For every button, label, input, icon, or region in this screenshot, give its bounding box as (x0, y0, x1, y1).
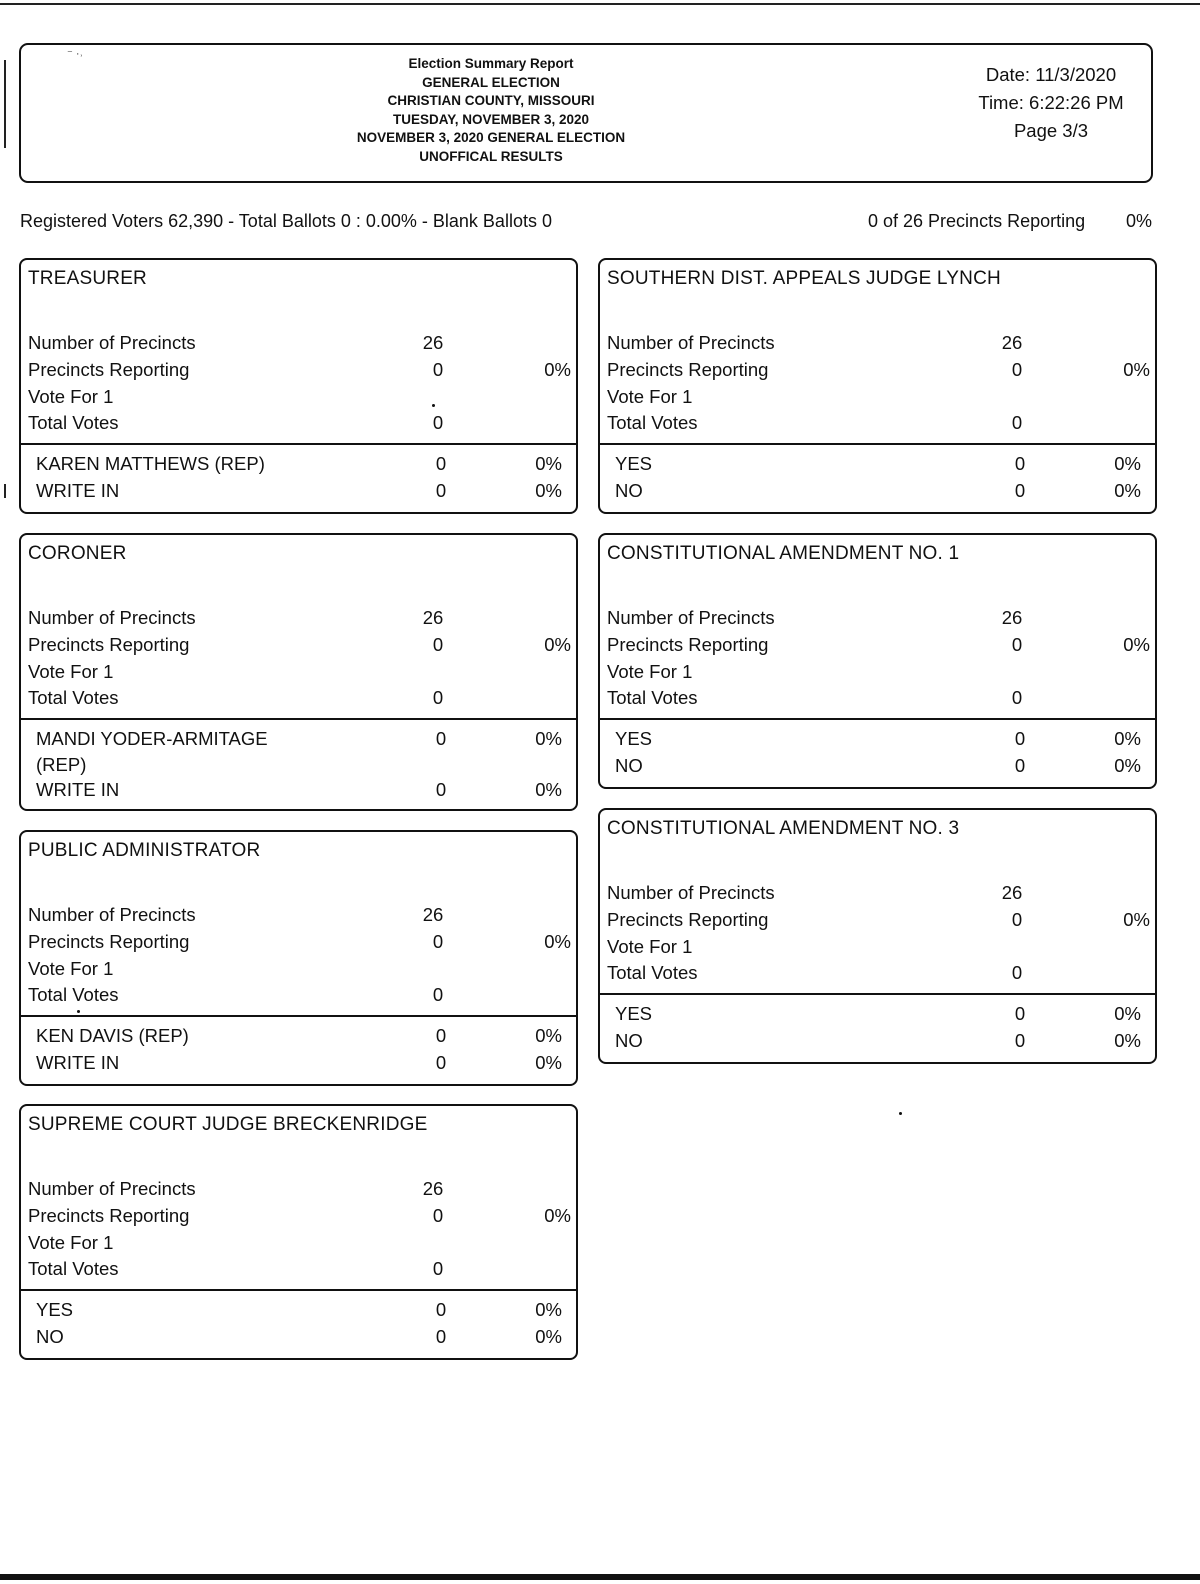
stat-label-total: Total Votes (607, 687, 698, 708)
results-divider (600, 718, 1155, 720)
results-divider (21, 1015, 576, 1017)
stat-label-precincts: Number of Precincts (28, 904, 196, 925)
candidate-name-line: KAREN MATTHEWS (REP) (36, 453, 265, 474)
candidate-votes: 0 (435, 480, 447, 501)
precincts-count: 26 (1001, 607, 1023, 628)
report-date: Date: 11/3/2020 (985, 64, 1117, 85)
candidate-name (36, 1297, 73, 1323)
candidate-pct: 0% (535, 453, 562, 474)
candidate-pct: 0% (535, 1326, 562, 1347)
precincts-reporting-count: 0 (432, 931, 444, 952)
race-box (19, 258, 578, 514)
scan-speck (899, 1112, 902, 1115)
total-votes-count: 0 (432, 412, 444, 433)
precincts-reporting-pct: 0% (1123, 359, 1150, 380)
stat-label-precincts: Number of Precincts (28, 1178, 196, 1199)
total-votes-count: 0 (432, 687, 444, 708)
stat-label-vote-for: Vote For 1 (607, 936, 693, 957)
race-title: TREASURER (28, 268, 147, 289)
candidate-votes: 0 (435, 1052, 447, 1073)
report-header (19, 43, 1153, 183)
total-votes-count: 0 (1011, 412, 1023, 433)
election-name: GENERAL ELECTION (422, 74, 560, 90)
race-box (19, 533, 578, 811)
precincts-reporting-pct: 0% (544, 634, 571, 655)
race-title: SOUTHERN DIST. APPEALS JUDGE LYNCH (607, 268, 1001, 289)
stat-label-reporting: Precincts Reporting (607, 634, 769, 655)
stat-label-reporting: Precincts Reporting (28, 359, 190, 380)
precincts-reporting-pct: 0% (544, 1205, 571, 1226)
election-date: TUESDAY, NOVEMBER 3, 2020 (392, 111, 590, 127)
race-box (598, 533, 1157, 789)
precincts-count: 26 (422, 607, 444, 628)
report-time: Time: 6:22:26 PM (978, 92, 1124, 113)
race-title: PUBLIC ADMINISTRATOR (28, 840, 261, 861)
results-divider (600, 993, 1155, 995)
race-box (19, 830, 578, 1086)
candidate-name (615, 1028, 643, 1054)
precincts-reporting-pct: 0% (1126, 211, 1153, 231)
candidate-name (615, 726, 652, 752)
candidate-name-line: KEN DAVIS (REP) (36, 1025, 189, 1046)
candidate-name (36, 478, 119, 504)
results-divider (21, 718, 576, 720)
precincts-reporting-pct: 0% (544, 931, 571, 952)
candidate-name (36, 1050, 119, 1076)
precincts-count: 26 (1001, 882, 1023, 903)
stat-label-reporting: Precincts Reporting (28, 931, 190, 952)
stat-label-vote-for: Vote For 1 (607, 661, 693, 682)
candidate-name (615, 478, 643, 504)
stat-label-precincts: Number of Precincts (607, 332, 775, 353)
stat-label-total: Total Votes (28, 412, 119, 433)
report-title-block (301, 55, 681, 166)
candidate-votes: 0 (1014, 728, 1026, 749)
candidate-name (36, 1324, 64, 1350)
precincts-count: 26 (422, 332, 444, 353)
race-title: CONSTITUTIONAL AMENDMENT NO. 3 (607, 818, 960, 839)
race-title: CONSTITUTIONAL AMENDMENT NO. 1 (607, 543, 960, 564)
stat-label-total: Total Votes (28, 687, 119, 708)
candidate-name-line: NO (615, 755, 643, 776)
candidate-pct: 0% (1114, 1030, 1141, 1051)
stat-label-total: Total Votes (607, 412, 698, 433)
total-votes-count: 0 (432, 1258, 444, 1279)
precincts-reporting-pct: 0% (1123, 909, 1150, 930)
precincts-reporting-pct: 0% (1123, 634, 1150, 655)
candidate-pct: 0% (1114, 728, 1141, 749)
precincts-count: 26 (422, 1178, 444, 1199)
candidate-name-line: NO (615, 480, 643, 501)
candidate-pct: 0% (535, 728, 562, 749)
candidate-pct: 0% (535, 1052, 562, 1073)
candidate-name-line: WRITE IN (36, 480, 120, 501)
precincts-reporting-pct: 0% (544, 359, 571, 380)
report-title: Election Summary Report (408, 56, 574, 71)
stat-label-vote-for: Vote For 1 (607, 386, 693, 407)
race-title: SUPREME COURT JUDGE BRECKENRIDGE (28, 1114, 428, 1135)
candidate-pct: 0% (1114, 480, 1141, 501)
total-votes-count: 0 (1011, 962, 1023, 983)
stat-label-reporting: Precincts Reporting (28, 1205, 190, 1226)
scan-speck (432, 404, 435, 407)
results-divider (21, 1289, 576, 1291)
total-votes-count: 0 (432, 984, 444, 1005)
precincts-reporting-summary (868, 211, 1153, 232)
stat-label-precincts: Number of Precincts (28, 607, 196, 628)
candidate-name-line: NO (615, 1030, 643, 1051)
candidate-pct: 0% (1114, 453, 1141, 474)
precincts-reporting-count: 0 (1011, 359, 1023, 380)
results-divider (21, 443, 576, 445)
precincts-count: 26 (422, 904, 444, 925)
candidate-pct: 0% (1114, 755, 1141, 776)
election-full-name: NOVEMBER 3, 2020 GENERAL ELECTION (356, 130, 626, 145)
stat-label-precincts: Number of Precincts (607, 882, 775, 903)
candidate-name (36, 777, 119, 803)
candidate-name (36, 726, 268, 778)
candidate-pct: 0% (535, 1299, 562, 1320)
county-name: CHRISTIAN COUNTY, MISSOURI (387, 93, 595, 108)
candidate-votes: 0 (435, 1326, 447, 1347)
candidate-votes: 0 (1014, 1030, 1026, 1051)
candidate-party: (REP) (36, 754, 87, 775)
candidate-name (36, 1023, 189, 1049)
stat-label-reporting: Precincts Reporting (607, 359, 769, 380)
results-divider (600, 443, 1155, 445)
candidate-name-line: WRITE IN (36, 779, 120, 800)
candidate-votes: 0 (435, 1299, 447, 1320)
precincts-reporting-count: 0 (1011, 634, 1023, 655)
race-box (19, 1104, 578, 1360)
candidate-pct: 0% (535, 1025, 562, 1046)
report-meta (951, 61, 1151, 145)
candidate-name-line: NO (36, 1326, 64, 1347)
scan-speck: ⁻ ·˒ (67, 48, 84, 60)
precincts-reporting-count: 0 (1011, 909, 1023, 930)
candidate-name-line: MANDI YODER-ARMITAGE (36, 728, 268, 749)
candidate-name-line: WRITE IN (36, 1052, 120, 1073)
stat-label-vote-for: Vote For 1 (28, 958, 114, 979)
race-title: CORONER (28, 543, 127, 564)
precincts-reporting-count: 0 (432, 634, 444, 655)
race-box (598, 258, 1157, 514)
candidate-name-line: YES (36, 1299, 74, 1320)
stat-label-vote-for: Vote For 1 (28, 386, 114, 407)
candidate-name (36, 451, 265, 477)
candidate-name (615, 753, 643, 779)
candidate-votes: 0 (435, 1025, 447, 1046)
precincts-count: 26 (1001, 332, 1023, 353)
candidate-votes: 0 (1014, 755, 1026, 776)
scan-edge-bottom (0, 1574, 1200, 1580)
stat-label-total: Total Votes (28, 984, 119, 1005)
scan-speck (77, 1010, 80, 1013)
race-box (598, 808, 1157, 1064)
candidate-votes: 0 (1014, 480, 1026, 501)
candidate-votes: 0 (1014, 453, 1026, 474)
candidate-votes: 0 (1014, 1003, 1026, 1024)
candidate-pct: 0% (1114, 1003, 1141, 1024)
candidate-name-line: YES (615, 1003, 653, 1024)
registration-summary: Registered Voters 62,390 - Total Ballots 0 : 0.00% - Blank Ballots 0 (20, 211, 552, 231)
candidate-name (615, 451, 652, 477)
results-status: UNOFFICAL RESULTS (419, 148, 563, 164)
candidate-name-line: YES (615, 728, 653, 749)
candidate-votes: 0 (435, 453, 447, 474)
candidate-name (615, 1001, 652, 1027)
precincts-reporting-count: 0 (432, 359, 444, 380)
scan-edge-mark (4, 484, 6, 498)
stat-label-reporting: Precincts Reporting (28, 634, 190, 655)
page-number: Page 3/3 (1013, 120, 1089, 141)
stat-label-vote-for: Vote For 1 (28, 661, 114, 682)
candidate-votes: 0 (435, 728, 447, 749)
scan-edge-mark (4, 60, 6, 148)
candidate-pct: 0% (535, 779, 562, 800)
candidate-votes: 0 (435, 779, 447, 800)
precincts-reporting-count: 0 (432, 1205, 444, 1226)
stat-label-vote-for: Vote For 1 (28, 1232, 114, 1253)
scan-edge-top (0, 3, 1200, 5)
candidate-name-line: YES (615, 453, 653, 474)
stat-label-precincts: Number of Precincts (28, 332, 196, 353)
stat-label-total: Total Votes (28, 1258, 119, 1279)
total-votes-count: 0 (1011, 687, 1023, 708)
stat-label-reporting: Precincts Reporting (607, 909, 769, 930)
stat-label-total: Total Votes (607, 962, 698, 983)
candidate-pct: 0% (535, 480, 562, 501)
precincts-reporting-text: 0 of 26 Precincts Reporting (868, 211, 1086, 231)
stat-label-precincts: Number of Precincts (607, 607, 775, 628)
